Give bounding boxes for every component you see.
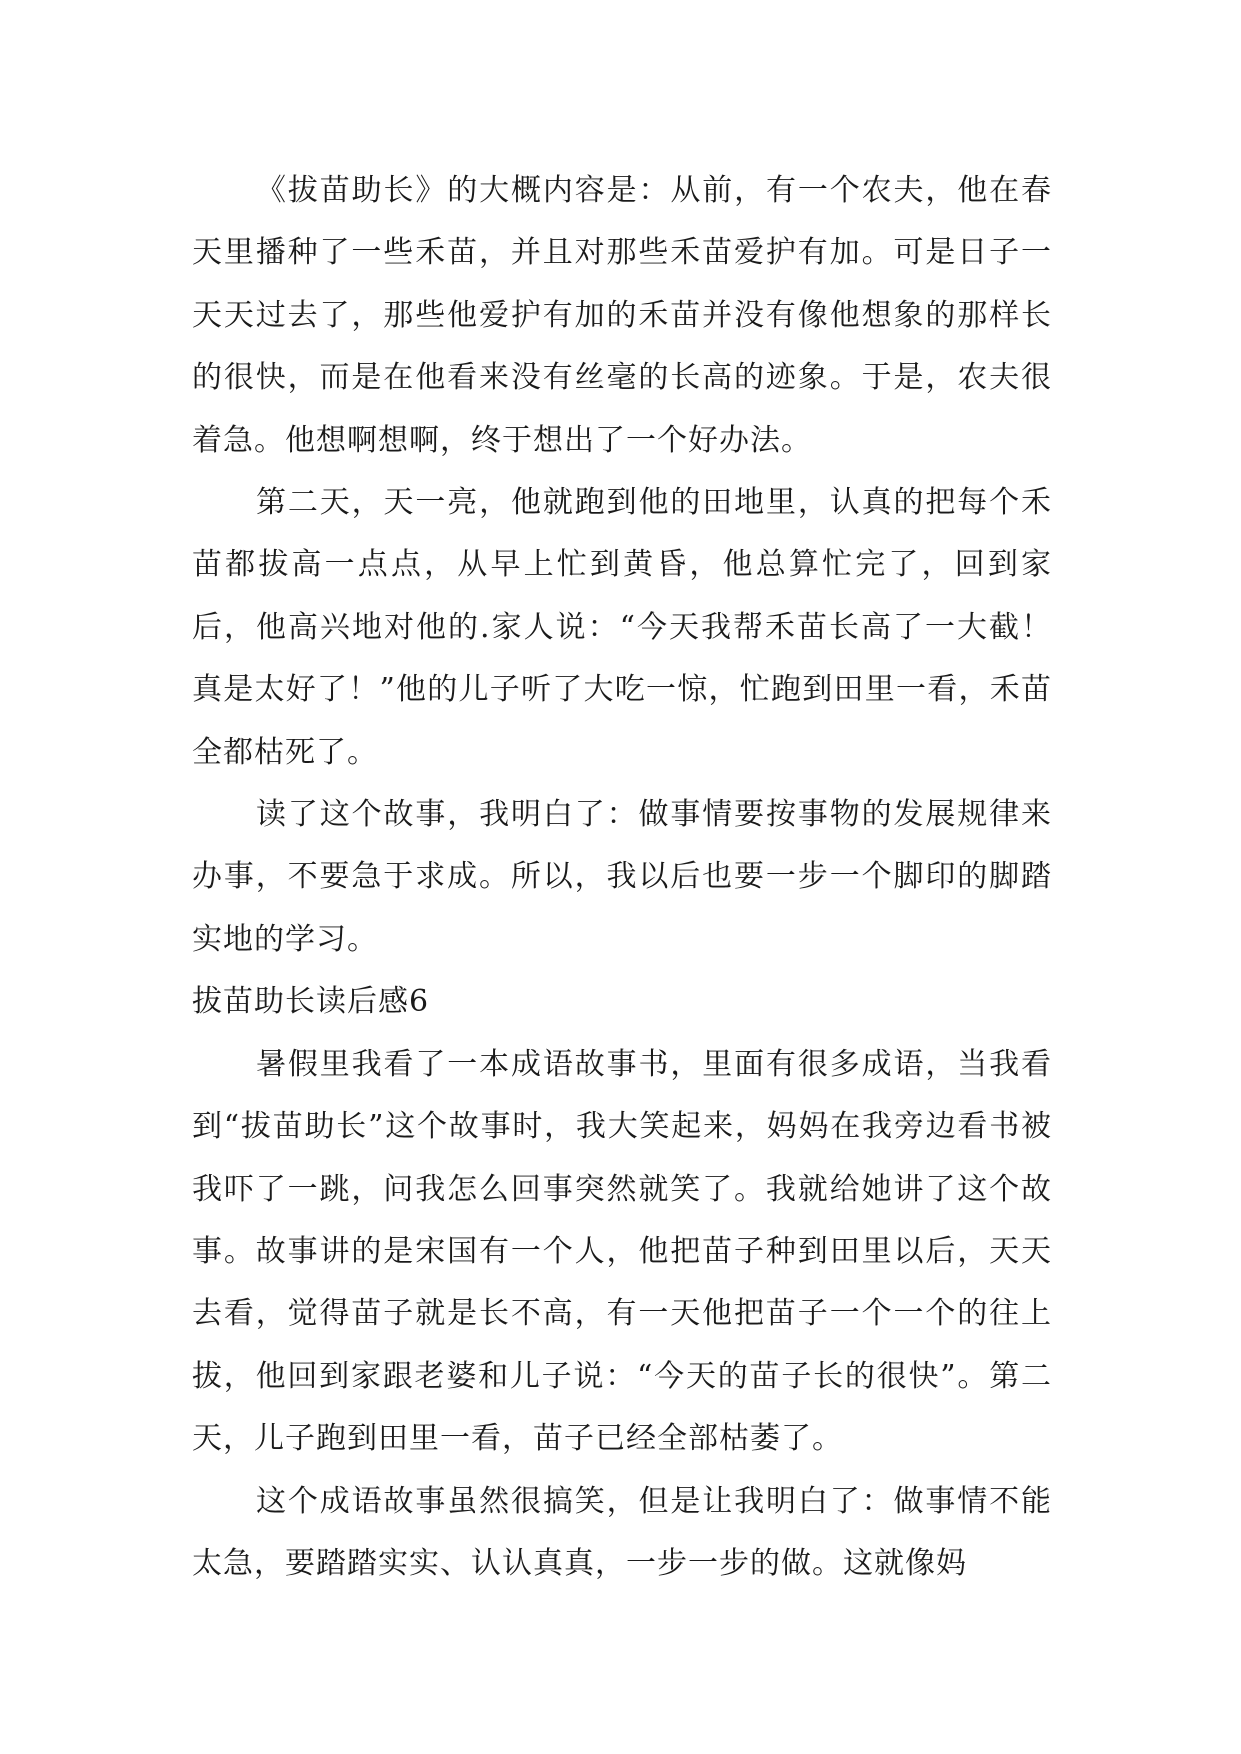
- paragraph-next-day: 第二天，天一亮，他就跑到他的田地里，认真的把每个禾苗都拔高一点点，从早上忙到黄昏，他总算忙完了，回到家后，他高兴地对他的.家人说：“今天我帮禾苗长高了一大截！真是太好了！”他的儿子听了大吃一惊，忙跑到田里一看，禾苗全都枯死了。: [192, 485, 1052, 770]
- paragraph-summer-reading: 暑假里我看了一本成语故事书，里面有很多成语，当我看到“拔苗助长”这个故事时，我大笑起来，妈妈在我旁边看书被我吓了一跳，问我怎么回事突然就笑了。我就给她讲了这个故事。故事讲的是宋国有一个人，他把苗子种到田里以后，天天去看，觉得苗子就是长不高，有一天他把苗子一个一个的往上拔，他回到家跟老婆和儿子说：“今天的苗子长的很快”。第二天，儿子跑到田里一看，苗子已经全部枯萎了。: [192, 1046, 1052, 1457]
- paragraph-reflection: 这个成语故事虽然很搞笑，但是让我明白了：做事情不能太急，要踏踏实实、认认真真，一步一步的做。这就像妈: [192, 1483, 1052, 1581]
- paragraph-story-summary: 《拔苗助长》的大概内容是：从前，有一个农夫，他在春天里播种了一些禾苗，并且对那些禾苗爱护有加。可是日子一天天过去了，那些他爱护有加的禾苗并没有像他想象的那样长的很快，而是在他看来没有丝毫的长高的迹象。于是，农夫很着急。他想啊想啊，终于想出了一个好办法。: [192, 173, 1052, 458]
- paragraph-lesson: 读了这个故事，我明白了：做事情要按事物的发展规律来办事，不要急于求成。所以，我以后也要一步一个脚印的脚踏实地的学习。: [192, 797, 1052, 957]
- document-body: [192, 160, 1052, 1595]
- section-heading: 拔苗助长读后感6: [192, 984, 430, 1020]
